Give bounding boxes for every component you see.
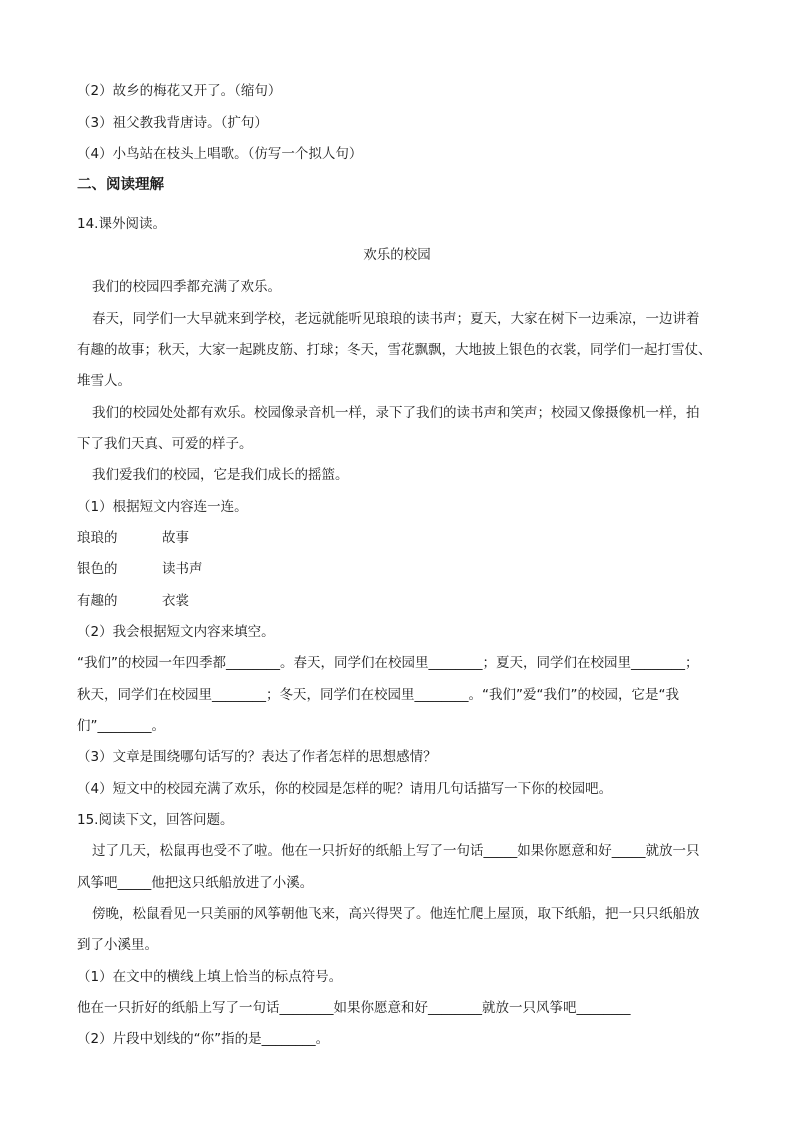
question-14-2: （2）我会根据短文内容来填空。 xyxy=(77,624,275,640)
passage-paragraph-2-line-2: 有趣的故事；秋天，大家一起跳皮筋、打球；冬天，雪花飘飘，大地披上银色的衣裳，同学们一起打雪仗、 xyxy=(77,342,712,358)
question-13-2: （2）故乡的梅花又开了。（缩句） xyxy=(77,83,282,99)
question-15-1-answer-line: 他在一只折好的纸船上写了一句话________如果你愿意和好________就放一只风筝吧________ xyxy=(77,1000,631,1016)
fill-blank-line-2: 秋天，同学们在校园里________；冬天，同学们在校园里________。“我们”爱“我们”的校园，它是“我 xyxy=(77,687,679,703)
question-14-3: （3）文章是围绕哪句话写的？表达了作者怎样的思想感情？ xyxy=(77,749,437,765)
question-15-1: （1）在文中的横线上填上恰当的标点符号。 xyxy=(77,969,343,985)
reading-paragraph-1-line-2: 风筝吧_____他把这只纸船放进了小溪。 xyxy=(77,875,314,891)
passage-title: 欢乐的校园 xyxy=(363,247,431,263)
match-right-3: 衣裳 xyxy=(162,593,189,609)
reading-paragraph-2-line-2: 到了小溪里。 xyxy=(77,937,158,953)
question-14-title: 14.课外阅读。 xyxy=(77,216,166,232)
passage-paragraph-2-line-1: 春天，同学们一大早就来到学校，老远就能听见琅琅的读书声；夏天，大家在树下一边乘凉，一边讲着 xyxy=(92,311,700,327)
question-14-1: （1）根据短文内容连一连。 xyxy=(77,499,248,515)
question-13-3: （3）祖父教我背唐诗。（扩句） xyxy=(77,115,268,131)
passage-paragraph-2-line-3: 堆雪人。 xyxy=(77,373,131,389)
fill-blank-line-3: 们”________。 xyxy=(77,718,165,734)
reading-paragraph-2-line-1: 傍晚，松鼠看见一只美丽的风筝朝他飞来，高兴得哭了。他连忙爬上屋顶，取下纸船，把一只只纸船放 xyxy=(92,906,700,922)
question-14-4: （4）短文中的校园充满了欢乐，你的校园是怎样的呢？请用几句话描写一下你的校园吧。 xyxy=(77,781,613,797)
match-left-1: 琅琅的 xyxy=(77,530,118,546)
fill-blank-line-1: “我们”的校园一年四季都________。春天，同学们在校园里________；夏天，同学们在校园里________； xyxy=(77,655,699,671)
passage-paragraph-3-line-2: 下了我们天真、可爱的样子。 xyxy=(77,436,253,452)
match-right-2: 读书声 xyxy=(162,561,203,577)
passage-paragraph-1: 我们的校园四季都充满了欢乐。 xyxy=(92,279,281,295)
section-heading-reading: 二、阅读理解 xyxy=(77,177,164,193)
question-13-4: （4）小鸟站在枝头上唱歌。（仿写一个拟人句） xyxy=(77,146,363,162)
match-right-1: 故事 xyxy=(162,530,189,546)
reading-paragraph-1-line-1: 过了几天，松鼠再也受不了啦。他在一只折好的纸船上写了一句话_____如果你愿意和好_____就放一只 xyxy=(92,843,700,859)
match-left-2: 银色的 xyxy=(77,561,118,577)
question-15-2: （2）片段中划线的“你”指的是________。 xyxy=(77,1031,330,1047)
question-15-title: 15.阅读下文，回答问题。 xyxy=(77,812,234,828)
match-left-3: 有趣的 xyxy=(77,593,118,609)
passage-paragraph-4: 我们爱我们的校园，它是我们成长的摇篮。 xyxy=(92,467,349,483)
passage-paragraph-3-line-1: 我们的校园处处都有欢乐。校园像录音机一样，录下了我们的读书声和笑声；校园又像摄像机一样，拍 xyxy=(92,405,700,421)
